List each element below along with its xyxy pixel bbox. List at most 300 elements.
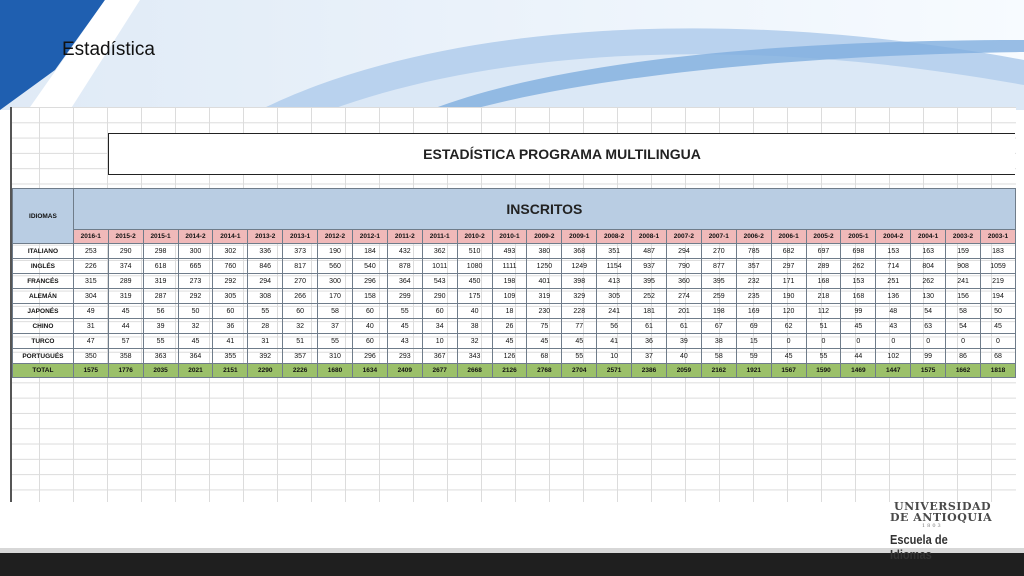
table-cell: 232 [736,274,771,289]
table-cell: 190 [318,244,353,259]
table-cell: 432 [387,244,422,259]
table-cell: 51 [806,319,841,334]
table-cell: 315 [73,274,108,289]
table-cell: 329 [562,289,597,304]
table-cell: 560 [318,259,353,274]
table-cell: 60 [352,334,387,349]
table-cell: 292 [178,289,213,304]
table-cell: 77 [562,319,597,334]
period-header: 2009-1 [562,230,597,244]
table-row [13,289,1016,304]
table-cell: 86 [946,349,981,364]
table-cell: 292 [213,274,248,289]
table-cell: 294 [248,274,283,289]
table-cell: 937 [632,259,667,274]
total-cell: 2290 [248,364,283,378]
table-cell: 28 [248,319,283,334]
table-cell: 38 [701,334,736,349]
table-cell: 294 [666,244,701,259]
total-cell: 2571 [597,364,632,378]
enrollment-table [12,188,1016,378]
total-cell: 1680 [318,364,353,378]
total-cell: 2409 [387,364,422,378]
table-cell: 235 [736,289,771,304]
table-cell: 54 [946,319,981,334]
university-logo [888,498,1000,562]
table-cell: 308 [248,289,283,304]
table-cell: 43 [387,334,422,349]
table-cell: 60 [422,304,457,319]
table-cell: 262 [841,259,876,274]
table-cell: 298 [143,244,178,259]
table-cell: 57 [108,334,143,349]
total-cell: 2126 [492,364,527,378]
table-cell: 274 [666,289,701,304]
table-cell: 253 [73,244,108,259]
table-row [13,319,1016,334]
table-cell: 1111 [492,259,527,274]
table-cell: 540 [352,259,387,274]
table-cell: 364 [178,349,213,364]
table-cell: 241 [597,304,632,319]
table-cell: 102 [876,349,911,364]
period-header: 2003-2 [946,230,981,244]
table-cell: 290 [108,244,143,259]
table-cell: 198 [492,274,527,289]
table-cell: 877 [701,259,736,274]
table-cell: 68 [981,349,1016,364]
table-cell: 15 [736,334,771,349]
table-cell: 228 [562,304,597,319]
table-cell: 878 [387,259,422,274]
table-cell: 618 [143,259,178,274]
total-cell: 1662 [946,364,981,378]
total-cell: 1590 [806,364,841,378]
table-cell: 355 [213,349,248,364]
table-cell: 45 [562,334,597,349]
table-cell: 302 [213,244,248,259]
period-header: 2004-2 [876,230,911,244]
table-cell: 32 [178,319,213,334]
table-cell: 804 [911,259,946,274]
table-cell: 56 [143,304,178,319]
table-cell: 39 [666,334,701,349]
table-cell: 39 [143,319,178,334]
table-cell: 350 [73,349,108,364]
table-cell: 395 [701,274,736,289]
total-cell: 1776 [108,364,143,378]
table-cell: 1080 [457,259,492,274]
table-cell: 1249 [562,259,597,274]
table-cell: 45 [527,334,562,349]
total-cell: 1447 [876,364,911,378]
table-cell: 168 [806,274,841,289]
table-cell: 26 [492,319,527,334]
table-cell: 319 [143,274,178,289]
table-cell: 184 [352,244,387,259]
spreadsheet [10,107,1016,502]
table-cell: 68 [527,349,562,364]
table-cell: 293 [387,349,422,364]
table-cell: 697 [806,244,841,259]
table-cell: 99 [911,349,946,364]
table-cell: 296 [352,274,387,289]
table-cell: 41 [213,334,248,349]
table-cell: 373 [283,244,318,259]
language-label: PORTUGUÉS [13,349,74,364]
table-cell: 319 [527,289,562,304]
table-cell: 296 [352,349,387,364]
total-row [13,364,1016,378]
table-cell: 665 [178,259,213,274]
table-cell: 183 [981,244,1016,259]
table-cell: 0 [841,334,876,349]
table-cell: 109 [492,289,527,304]
total-cell: 2668 [457,364,492,378]
period-header: 2014-2 [178,230,213,244]
table-cell: 48 [876,304,911,319]
table-cell: 45 [178,334,213,349]
table-cell: 169 [736,304,771,319]
table-cell: 62 [771,319,806,334]
table-cell: 319 [108,289,143,304]
table-cell: 218 [806,289,841,304]
table-cell: 682 [771,244,806,259]
table-cell: 262 [911,274,946,289]
table-cell: 395 [632,274,667,289]
table-cell: 37 [632,349,667,364]
total-cell: 2021 [178,364,213,378]
table-cell: 0 [946,334,981,349]
total-cell: 1567 [771,364,806,378]
table-cell: 168 [841,289,876,304]
table-cell: 392 [248,349,283,364]
table-cell: 45 [492,334,527,349]
logo-line-1: UNIVERSIDAD [894,500,992,513]
table-cell: 45 [387,319,422,334]
table-cell: 1154 [597,259,632,274]
period-header: 2012-2 [318,230,353,244]
period-header: 2008-1 [632,230,667,244]
total-cell: 2162 [701,364,736,378]
table-cell: 61 [666,319,701,334]
table-cell: 36 [632,334,667,349]
period-header: 2010-2 [457,230,492,244]
table-cell: 510 [457,244,492,259]
total-cell: 2035 [143,364,178,378]
table-cell: 785 [736,244,771,259]
table-cell: 158 [352,289,387,304]
language-label: CHINO [13,319,74,334]
table-cell: 1011 [422,259,457,274]
table-cell: 305 [213,289,248,304]
table-cell: 299 [387,289,422,304]
table-cell: 357 [283,349,318,364]
language-label: ALEMÁN [13,289,74,304]
period-header: 2006-1 [771,230,806,244]
period-header: 2005-2 [806,230,841,244]
table-cell: 56 [597,319,632,334]
total-cell: 1575 [911,364,946,378]
period-header: 2009-2 [527,230,562,244]
table-cell: 0 [981,334,1016,349]
table-row [13,274,1016,289]
period-header: 2006-2 [736,230,771,244]
table-cell: 297 [771,259,806,274]
table-cell: 493 [492,244,527,259]
table-cell: 305 [597,289,632,304]
table-cell: 45 [841,319,876,334]
table-cell: 130 [911,289,946,304]
table-cell: 156 [946,289,981,304]
table-row [13,349,1016,364]
table-cell: 413 [597,274,632,289]
table-cell: 0 [911,334,946,349]
table-cell: 0 [876,334,911,349]
period-header: 2014-1 [213,230,248,244]
table-cell: 55 [387,304,422,319]
table-cell: 266 [283,289,318,304]
language-label: FRANCÉS [13,274,74,289]
total-cell: 1575 [73,364,108,378]
table-cell: 714 [876,259,911,274]
row-header: IDIOMAS [13,189,74,244]
table-cell: 289 [806,259,841,274]
table-cell: 60 [213,304,248,319]
total-cell: 2768 [527,364,562,378]
period-header: 2013-2 [248,230,283,244]
table-cell: 300 [178,244,213,259]
table-cell: 201 [666,304,701,319]
table-cell: 55 [318,334,353,349]
table-cell: 120 [771,304,806,319]
table-cell: 58 [946,304,981,319]
period-header: 2008-2 [597,230,632,244]
enrollment-table-wrap [12,188,1016,378]
table-cell: 47 [73,334,108,349]
table-cell: 401 [527,274,562,289]
table-cell: 287 [143,289,178,304]
table-cell: 60 [352,304,387,319]
period-header: 2007-2 [666,230,701,244]
table-cell: 362 [422,244,457,259]
table-cell: 55 [143,334,178,349]
table-cell: 75 [527,319,562,334]
table-cell: 190 [771,289,806,304]
table-row [13,304,1016,319]
table-cell: 181 [632,304,667,319]
table-cell: 41 [597,334,632,349]
table-cell: 54 [911,304,946,319]
table-cell: 44 [108,319,143,334]
total-cell: 2677 [422,364,457,378]
total-cell: 2151 [213,364,248,378]
table-cell: 45 [981,319,1016,334]
period-header: 2004-1 [911,230,946,244]
table-cell: 18 [492,304,527,319]
total-cell: 2059 [666,364,701,378]
table-cell: 1250 [527,259,562,274]
table-cell: 59 [736,349,771,364]
table-cell: 270 [701,244,736,259]
table-cell: 290 [422,289,457,304]
table-cell: 259 [701,289,736,304]
table-cell: 51 [283,334,318,349]
table-cell: 32 [283,319,318,334]
table-cell: 374 [108,259,143,274]
logo-line-3: Escuela de Idiomas [890,532,948,562]
table-row [13,259,1016,274]
table-cell: 58 [701,349,736,364]
table-cell: 360 [666,274,701,289]
table-cell: 270 [283,274,318,289]
table-cell: 55 [248,304,283,319]
table-cell: 450 [457,274,492,289]
language-label: ITALIANO [13,244,74,259]
table-cell: 34 [422,319,457,334]
table-cell: 171 [771,274,806,289]
sheet-title: ESTADÍSTICA PROGRAMA MULTILINGUA [423,146,701,162]
table-cell: 32 [457,334,492,349]
table-cell: 367 [422,349,457,364]
period-header: 2007-1 [701,230,736,244]
table-cell: 60 [283,304,318,319]
table-row [13,244,1016,259]
table-cell: 698 [841,244,876,259]
table-cell: 1059 [981,259,1016,274]
table-cell: 50 [178,304,213,319]
table-cell: 543 [422,274,457,289]
table-cell: 241 [946,274,981,289]
table-cell: 251 [876,274,911,289]
table-cell: 153 [876,244,911,259]
table-cell: 310 [318,349,353,364]
total-cell: 1469 [841,364,876,378]
table-cell: 136 [876,289,911,304]
table-cell: 99 [841,304,876,319]
period-header: 2012-1 [352,230,387,244]
period-header: 2015-2 [108,230,143,244]
table-cell: 846 [248,259,283,274]
table-cell: 37 [318,319,353,334]
table-cell: 300 [318,274,353,289]
table-cell: 252 [632,289,667,304]
table-cell: 273 [178,274,213,289]
table-cell: 49 [73,304,108,319]
table-cell: 36 [213,319,248,334]
table-cell: 363 [143,349,178,364]
table-cell: 67 [701,319,736,334]
total-cell: 2226 [283,364,318,378]
table-cell: 126 [492,349,527,364]
table-cell: 230 [527,304,562,319]
table-cell: 817 [283,259,318,274]
logo-line-2: DE ANTIOQUIA [890,511,993,524]
table-cell: 69 [736,319,771,334]
table-cell: 112 [806,304,841,319]
table-cell: 38 [457,319,492,334]
table-cell: 790 [666,259,701,274]
table-cell: 198 [701,304,736,319]
table-cell: 358 [108,349,143,364]
total-label: TOTAL [13,364,74,378]
table-cell: 398 [562,274,597,289]
table-cell: 343 [457,349,492,364]
table-body [13,244,1016,378]
table-cell: 380 [527,244,562,259]
footer-band [0,553,1024,576]
table-cell: 351 [597,244,632,259]
table-cell: 760 [213,259,248,274]
period-header: 2013-1 [283,230,318,244]
period-header: 2011-2 [387,230,422,244]
table-cell: 50 [981,304,1016,319]
period-header: 2005-1 [841,230,876,244]
logo-year: 1803 [922,523,943,529]
table-cell: 43 [876,319,911,334]
table-cell: 357 [736,259,771,274]
period-header-row [13,230,1016,244]
table-cell: 0 [806,334,841,349]
table-cell: 40 [666,349,701,364]
table-cell: 364 [387,274,422,289]
total-cell: 1818 [981,364,1016,378]
group-header: INSCRITOS [73,189,1015,230]
table-cell: 226 [73,259,108,274]
period-header: 2016-1 [73,230,108,244]
table-cell: 163 [911,244,946,259]
table-cell: 368 [562,244,597,259]
table-cell: 304 [73,289,108,304]
table-cell: 153 [841,274,876,289]
total-cell: 1634 [352,364,387,378]
table-cell: 63 [911,319,946,334]
table-cell: 45 [771,349,806,364]
table-row [13,334,1016,349]
table-cell: 44 [841,349,876,364]
table-cell: 0 [771,334,806,349]
table-cell: 908 [946,259,981,274]
table-cell: 159 [946,244,981,259]
sheet-title-box [108,133,1015,175]
table-cell: 10 [597,349,632,364]
table-cell: 336 [248,244,283,259]
period-header: 2010-1 [492,230,527,244]
table-cell: 61 [632,319,667,334]
table-cell: 40 [352,319,387,334]
slide-title: Estadística [62,39,155,60]
language-label: TURCO [13,334,74,349]
table-cell: 10 [422,334,457,349]
period-header: 2011-1 [422,230,457,244]
table-cell: 194 [981,289,1016,304]
table-cell: 31 [73,319,108,334]
table-cell: 58 [318,304,353,319]
language-label: INGLÉS [13,259,74,274]
total-cell: 1921 [736,364,771,378]
table-cell: 40 [457,304,492,319]
table-cell: 45 [108,304,143,319]
table-cell: 219 [981,274,1016,289]
total-cell: 2386 [632,364,667,378]
table-cell: 175 [457,289,492,304]
total-cell: 2704 [562,364,597,378]
language-label: JAPONÉS [13,304,74,319]
table-cell: 55 [562,349,597,364]
table-cell: 170 [318,289,353,304]
table-cell: 487 [632,244,667,259]
table-cell: 55 [806,349,841,364]
